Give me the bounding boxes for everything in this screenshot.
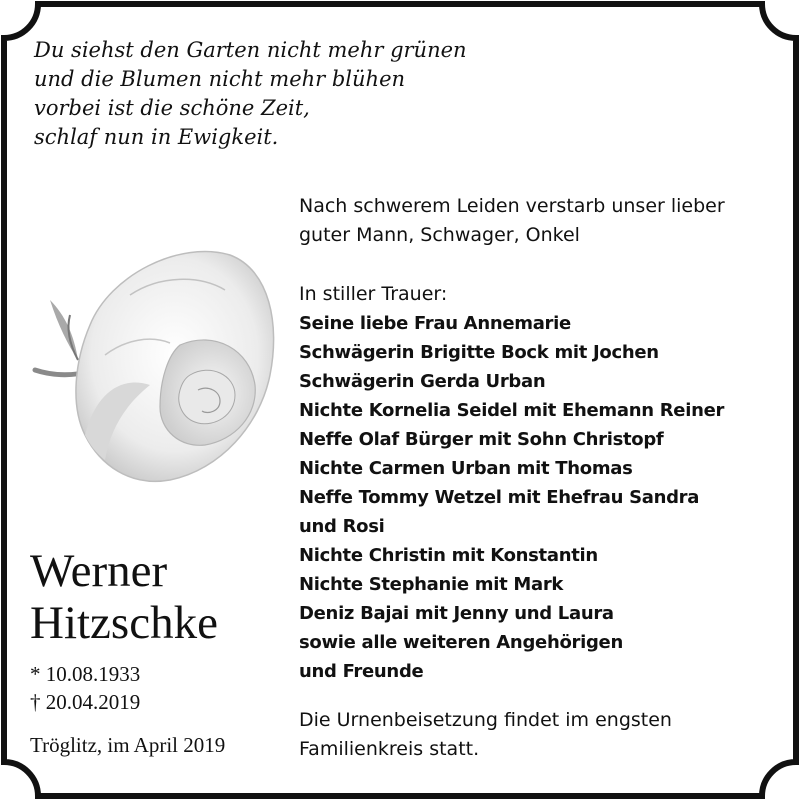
closing-line: Familienkreis statt. xyxy=(299,738,480,760)
intro-line: guter Mann, Schwager, Onkel xyxy=(299,224,580,246)
closing-line: Die Urnenbeisetzung findet im engsten xyxy=(299,709,672,731)
death-date: † 20.04.2019 xyxy=(30,690,141,714)
mourner-line: Nichte Stephanie mit Mark xyxy=(299,574,564,595)
poem-line: und die Blumen nicht mehr blühen xyxy=(34,67,406,91)
birth-date: * 10.08.1933 xyxy=(30,662,141,686)
life-dates xyxy=(30,660,140,716)
white-rose-icon xyxy=(30,235,290,495)
mourner-line: Nichte Carmen Urban mit Thomas xyxy=(299,458,633,479)
intro-text xyxy=(299,192,725,250)
mourner-line: Schwägerin Gerda Urban xyxy=(299,371,546,392)
mourner-line: Schwägerin Brigitte Bock mit Jochen xyxy=(299,342,659,363)
mourner-line: sowie alle weiteren Angehörigen xyxy=(299,632,623,653)
mourner-line: und Freunde xyxy=(299,661,424,682)
intro-line: Nach schwerem Leiden verstarb unser lieber xyxy=(299,195,725,217)
poem-line: schlaf nun in Ewigkeit. xyxy=(34,125,279,149)
mourner-line: Nichte Kornelia Seidel mit Ehemann Reiner xyxy=(299,400,725,421)
mourners-section xyxy=(299,280,724,686)
mourner-line: und Rosi xyxy=(299,516,385,537)
poem-line: vorbei ist die schöne Zeit, xyxy=(34,96,310,120)
last-name: Hitzschke xyxy=(30,597,218,649)
mourner-line: Neffe Olaf Bürger mit Sohn Christopf xyxy=(299,429,664,450)
mourner-line: Neffe Tommy Wetzel mit Ehefrau Sandra xyxy=(299,487,700,508)
mourning-heading: In stiller Trauer: xyxy=(299,283,448,305)
place-date: Tröglitz, im April 2019 xyxy=(30,733,226,757)
poem xyxy=(34,36,467,152)
closing-text xyxy=(299,706,672,764)
deceased-name xyxy=(30,545,218,649)
first-name: Werner xyxy=(30,545,168,597)
mourner-line: Deniz Bajai mit Jenny und Laura xyxy=(299,603,614,624)
mourner-line: Nichte Christin mit Konstantin xyxy=(299,545,598,566)
mourner-line: Seine liebe Frau Annemarie xyxy=(299,313,571,334)
poem-line: Du siehst den Garten nicht mehr grünen xyxy=(34,38,467,62)
